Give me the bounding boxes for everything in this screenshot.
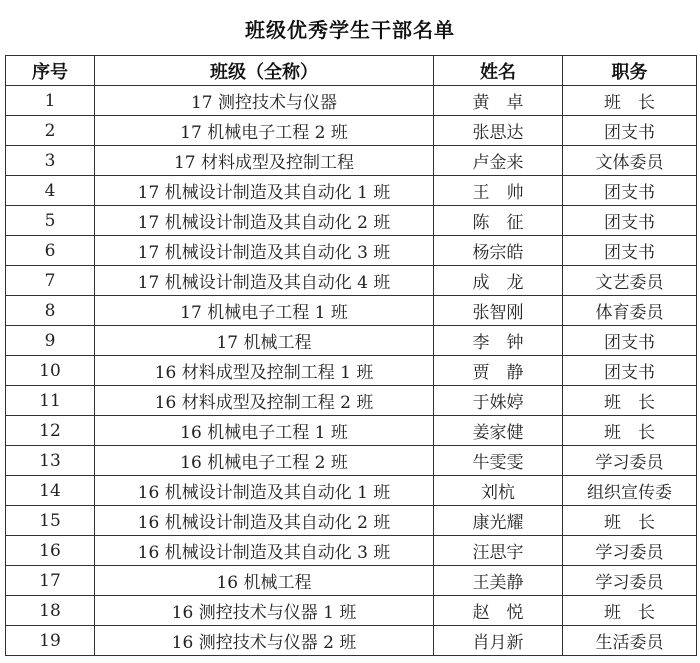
cell-student-name: 王美静 (434, 566, 563, 596)
cell-student-name: 姜家健 (434, 416, 563, 446)
cell-position: 组织宣传委 (563, 476, 697, 506)
cell-position: 团支书 (563, 326, 697, 356)
cell-position: 学习委员 (563, 446, 697, 476)
cell-serial-number: 12 (6, 416, 95, 446)
header-position: 职务 (563, 56, 697, 86)
header-student-name: 姓名 (434, 56, 563, 86)
cell-class-name: 16 机械电子工程 1 班 (95, 416, 434, 446)
table-header-row (6, 56, 697, 86)
table-row (6, 626, 697, 656)
table-row (6, 476, 697, 506)
table-row (6, 176, 697, 206)
cell-student-name: 于姝婷 (434, 386, 563, 416)
table-row (6, 596, 697, 626)
cell-position: 团支书 (563, 356, 697, 386)
cell-position: 团支书 (563, 236, 697, 266)
cell-student-name: 肖月新 (434, 626, 563, 656)
cell-position: 班 长 (563, 86, 697, 116)
cell-student-name: 牛雯雯 (434, 446, 563, 476)
cell-position: 班 长 (563, 506, 697, 536)
table-row (6, 326, 697, 356)
cell-position: 体育委员 (563, 296, 697, 326)
table-row (6, 236, 697, 266)
cell-class-name: 16 机械设计制造及其自动化 1 班 (95, 476, 434, 506)
cell-position: 班 长 (563, 596, 697, 626)
document-title: 班级优秀学生干部名单 (245, 18, 455, 42)
table-row (6, 536, 697, 566)
cell-student-name: 陈 征 (434, 206, 563, 236)
cell-student-name: 刘杭 (434, 476, 563, 506)
cell-class-name: 16 机械电子工程 2 班 (95, 446, 434, 476)
cell-class-name: 17 机械工程 (95, 326, 434, 356)
cell-student-name: 黄 卓 (434, 86, 563, 116)
cell-serial-number: 4 (6, 176, 95, 206)
header-serial-number: 序号 (6, 56, 95, 86)
cell-student-name: 张思达 (434, 116, 563, 146)
cell-position: 学习委员 (563, 536, 697, 566)
table-body (6, 86, 697, 656)
cell-student-name: 赵 悦 (434, 596, 563, 626)
cell-serial-number: 13 (6, 446, 95, 476)
cell-class-name: 17 机械电子工程 2 班 (95, 116, 434, 146)
table-row (6, 296, 697, 326)
cell-serial-number: 17 (6, 566, 95, 596)
cell-position: 学习委员 (563, 566, 697, 596)
table-row (6, 416, 697, 446)
cell-serial-number: 18 (6, 596, 95, 626)
cell-class-name: 16 材料成型及控制工程 2 班 (95, 386, 434, 416)
cell-serial-number: 2 (6, 116, 95, 146)
cell-student-name: 王 帅 (434, 176, 563, 206)
table-row (6, 446, 697, 476)
table-row (6, 116, 697, 146)
cell-position: 文艺委员 (563, 266, 697, 296)
cell-class-name: 16 机械设计制造及其自动化 2 班 (95, 506, 434, 536)
cell-serial-number: 8 (6, 296, 95, 326)
cell-class-name: 17 机械设计制造及其自动化 2 班 (95, 206, 434, 236)
cell-position: 团支书 (563, 206, 697, 236)
cell-class-name: 16 测控技术与仪器 2 班 (95, 626, 434, 656)
cell-student-name: 汪思宇 (434, 536, 563, 566)
table-row (6, 86, 697, 116)
cell-serial-number: 15 (6, 506, 95, 536)
table-row (6, 266, 697, 296)
cell-class-name: 17 测控技术与仪器 (95, 86, 434, 116)
cell-student-name: 成 龙 (434, 266, 563, 296)
table-row (6, 206, 697, 236)
cell-class-name: 16 机械工程 (95, 566, 434, 596)
table-row (6, 566, 697, 596)
table-row (6, 146, 697, 176)
table-row (6, 356, 697, 386)
cell-student-name: 张智刚 (434, 296, 563, 326)
cell-position: 文体委员 (563, 146, 697, 176)
cell-class-name: 16 机械设计制造及其自动化 3 班 (95, 536, 434, 566)
cell-position: 生活委员 (563, 626, 697, 656)
cell-serial-number: 3 (6, 146, 95, 176)
cell-class-name: 17 机械设计制造及其自动化 1 班 (95, 176, 434, 206)
cell-class-name: 17 机械电子工程 1 班 (95, 296, 434, 326)
cell-class-name: 17 材料成型及控制工程 (95, 146, 434, 176)
cell-position: 团支书 (563, 116, 697, 146)
cell-class-name: 17 机械设计制造及其自动化 4 班 (95, 266, 434, 296)
cell-serial-number: 9 (6, 326, 95, 356)
cell-student-name: 贾 静 (434, 356, 563, 386)
cell-serial-number: 16 (6, 536, 95, 566)
cell-serial-number: 5 (6, 206, 95, 236)
cell-serial-number: 10 (6, 356, 95, 386)
cell-student-name: 杨宗皓 (434, 236, 563, 266)
header-class-full-name: 班级（全称） (95, 56, 434, 86)
cell-serial-number: 11 (6, 386, 95, 416)
cadre-roster-table (5, 55, 697, 656)
cell-position: 班 长 (563, 416, 697, 446)
cell-serial-number: 1 (6, 86, 95, 116)
cell-serial-number: 19 (6, 626, 95, 656)
cell-serial-number: 7 (6, 266, 95, 296)
cell-position: 班 长 (563, 386, 697, 416)
cell-class-name: 16 材料成型及控制工程 1 班 (95, 356, 434, 386)
cell-serial-number: 6 (6, 236, 95, 266)
cell-class-name: 17 机械设计制造及其自动化 3 班 (95, 236, 434, 266)
cell-position: 团支书 (563, 176, 697, 206)
table-row (6, 386, 697, 416)
cell-serial-number: 14 (6, 476, 95, 506)
cell-student-name: 李 钟 (434, 326, 563, 356)
table-row (6, 506, 697, 536)
cell-student-name: 卢金来 (434, 146, 563, 176)
cell-student-name: 康光耀 (434, 506, 563, 536)
cell-class-name: 16 测控技术与仪器 1 班 (95, 596, 434, 626)
